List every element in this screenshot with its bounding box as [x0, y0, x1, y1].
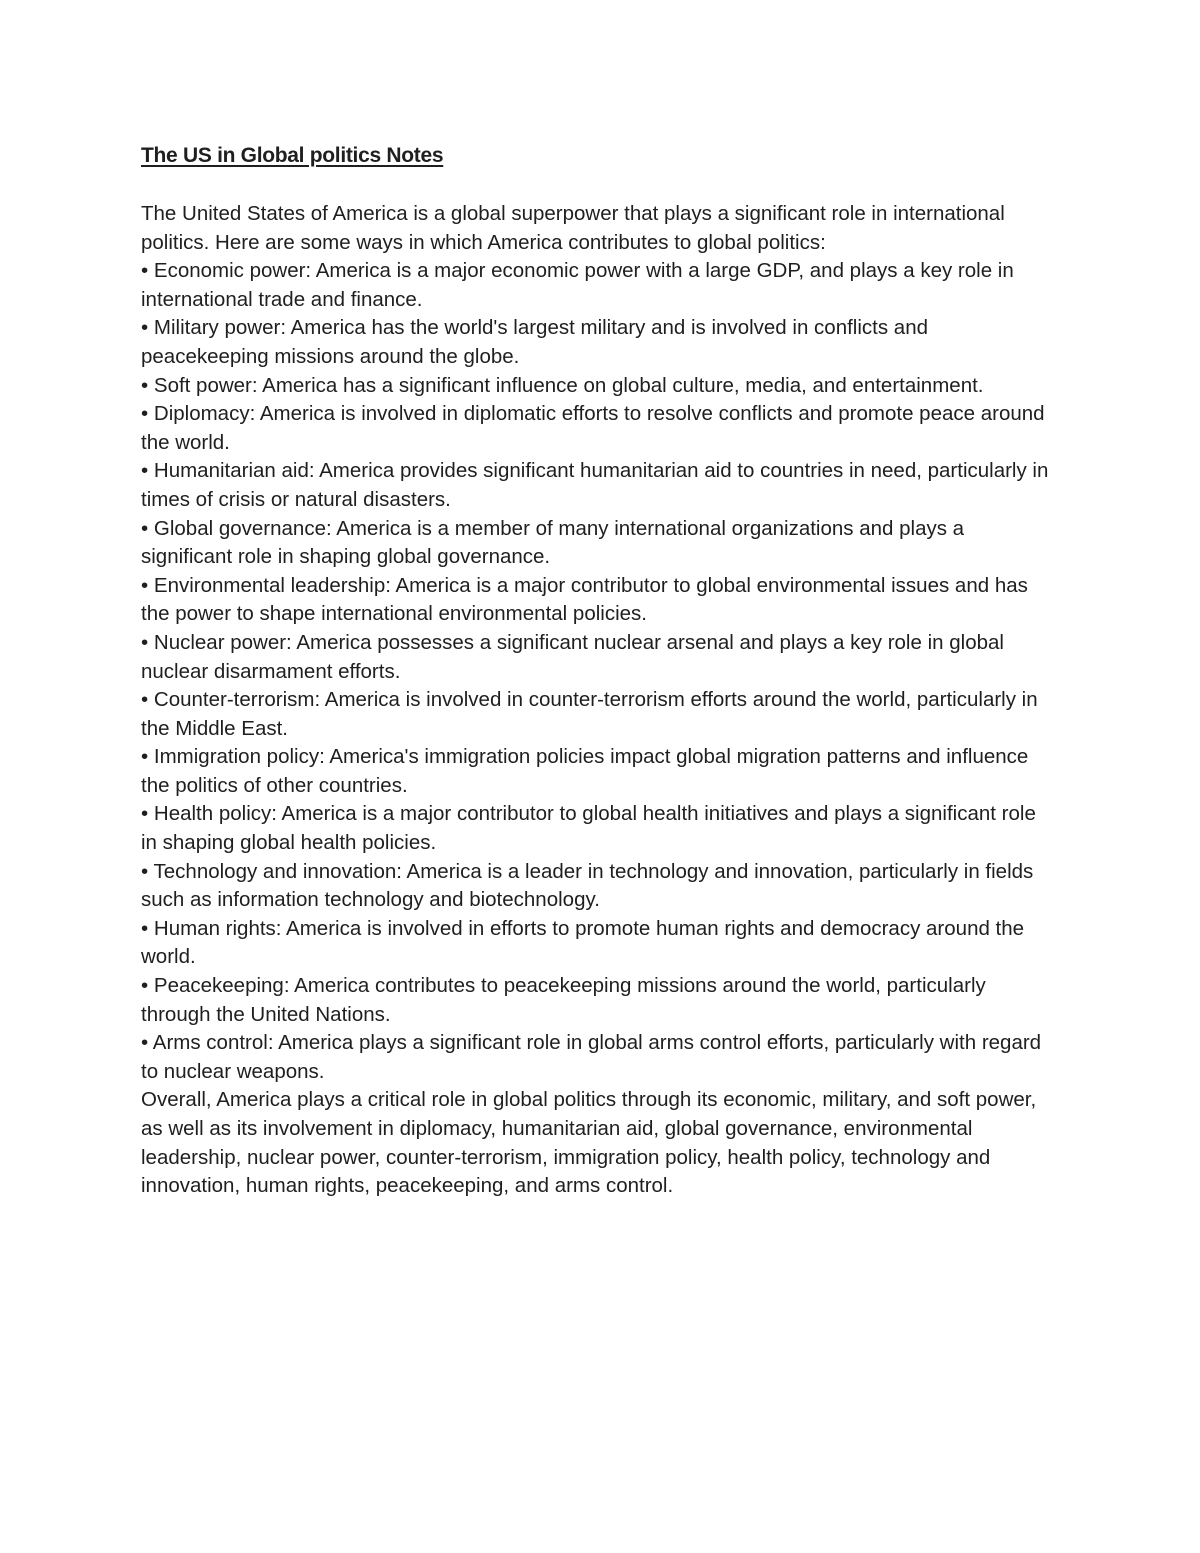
list-item: [141, 915, 1056, 972]
bullet-icon: •: [141, 688, 149, 712]
bullet-text: Immigration policy: America's immigration policies impact global migration patterns and influence the politics of other countries.: [141, 745, 1029, 797]
bullet-text: Global governance: America is a member of many international organizations and plays a significant role in shaping global governance.: [141, 516, 965, 569]
bullet-icon: •: [141, 373, 149, 397]
bullet-list: [141, 257, 1056, 1086]
list-item: [141, 800, 1056, 857]
document-body: [141, 141, 1056, 1201]
bullet-icon: •: [141, 916, 149, 940]
bullet-icon: •: [141, 459, 149, 483]
bullet-icon: •: [141, 402, 149, 426]
bullet-text: Environmental leadership: America is a major contributor to global environmental issues and has the power to shape international environmental policies.: [141, 573, 1028, 626]
list-item: [141, 686, 1056, 743]
bullet-text: Health policy: America is a major contributor to global health initiatives and plays a significant role in shaping global health policies.: [141, 802, 1036, 855]
bullet-text: Nuclear power: America possesses a significant nuclear arsenal and plays a key role in global nuclear disarmament efforts.: [141, 630, 1004, 683]
list-item: [141, 400, 1056, 457]
bullet-icon: •: [141, 859, 149, 883]
bullet-icon: •: [141, 573, 149, 597]
bullet-icon: •: [141, 316, 149, 340]
bullet-text: Counter-terrorism: America is involved in counter-terrorism efforts around the world, particularly in the Middle East.: [141, 688, 1038, 740]
bullet-icon: •: [141, 259, 149, 283]
list-item: [141, 257, 1056, 314]
list-item: [141, 457, 1056, 514]
bullet-text: Peacekeeping: America contributes to peacekeeping missions around the world, particularly through the United Nations.: [141, 974, 986, 1026]
bullet-icon: •: [141, 1031, 149, 1055]
page-title: The US in Global politics Notes: [141, 144, 444, 167]
list-item: [141, 314, 1056, 371]
list-item: [141, 1029, 1056, 1086]
bullet-icon: •: [141, 630, 149, 654]
list-item: [141, 858, 1056, 915]
conclusion-paragraph: Overall, America plays a critical role in global politics through its economic, military, and soft power, as well as its involvement in diplomacy, humanitarian aid, global governance, environmental leadership, nuclear power, counter-terrorism, immigration policy, health policy, technology and innovation, human rights, peacekeeping, and arms control.: [141, 1088, 1037, 1198]
bullet-icon: •: [141, 745, 149, 769]
bullet-text: Human rights: America is involved in efforts to promote human rights and democracy around the world.: [141, 916, 1025, 969]
bullet-text: Arms control: America plays a significant role in global arms control efforts, particularly with regard to nuclear weapons.: [141, 1031, 1042, 1083]
bullet-text: Military power: America has the world's largest military and is involved in conflicts and peacekeeping missions around the globe.: [141, 316, 929, 368]
list-item: [141, 743, 1056, 800]
intro-paragraph: The United States of America is a global superpower that plays a significant role in international politics. Here are some ways in which America contributes to global politics:: [141, 202, 1005, 254]
bullet-text: Diplomacy: America is involved in diplomatic efforts to resolve conflicts and promote peace around the world.: [141, 402, 1045, 454]
bullet-text: Technology and innovation: America is a leader in technology and innovation, particularly in fields such as information technology and biotechnology.: [141, 859, 1034, 912]
bullet-text: Soft power: America has a significant influence on global culture, media, and entertainment.: [153, 373, 984, 397]
bullet-icon: •: [141, 802, 149, 826]
list-item: [141, 372, 1056, 401]
list-item: [141, 629, 1056, 686]
bullet-text: Economic power: America is a major economic power with a large GDP, and plays a key role in international trade and finance.: [141, 259, 1014, 311]
bullet-icon: •: [141, 974, 149, 998]
bullet-icon: •: [141, 516, 149, 540]
list-item: [141, 572, 1056, 629]
list-item: [141, 515, 1056, 572]
list-item: [141, 972, 1056, 1029]
bullet-text: Humanitarian aid: America provides significant humanitarian aid to countries in need, particularly in times of crisis or natural disasters.: [141, 459, 1049, 511]
